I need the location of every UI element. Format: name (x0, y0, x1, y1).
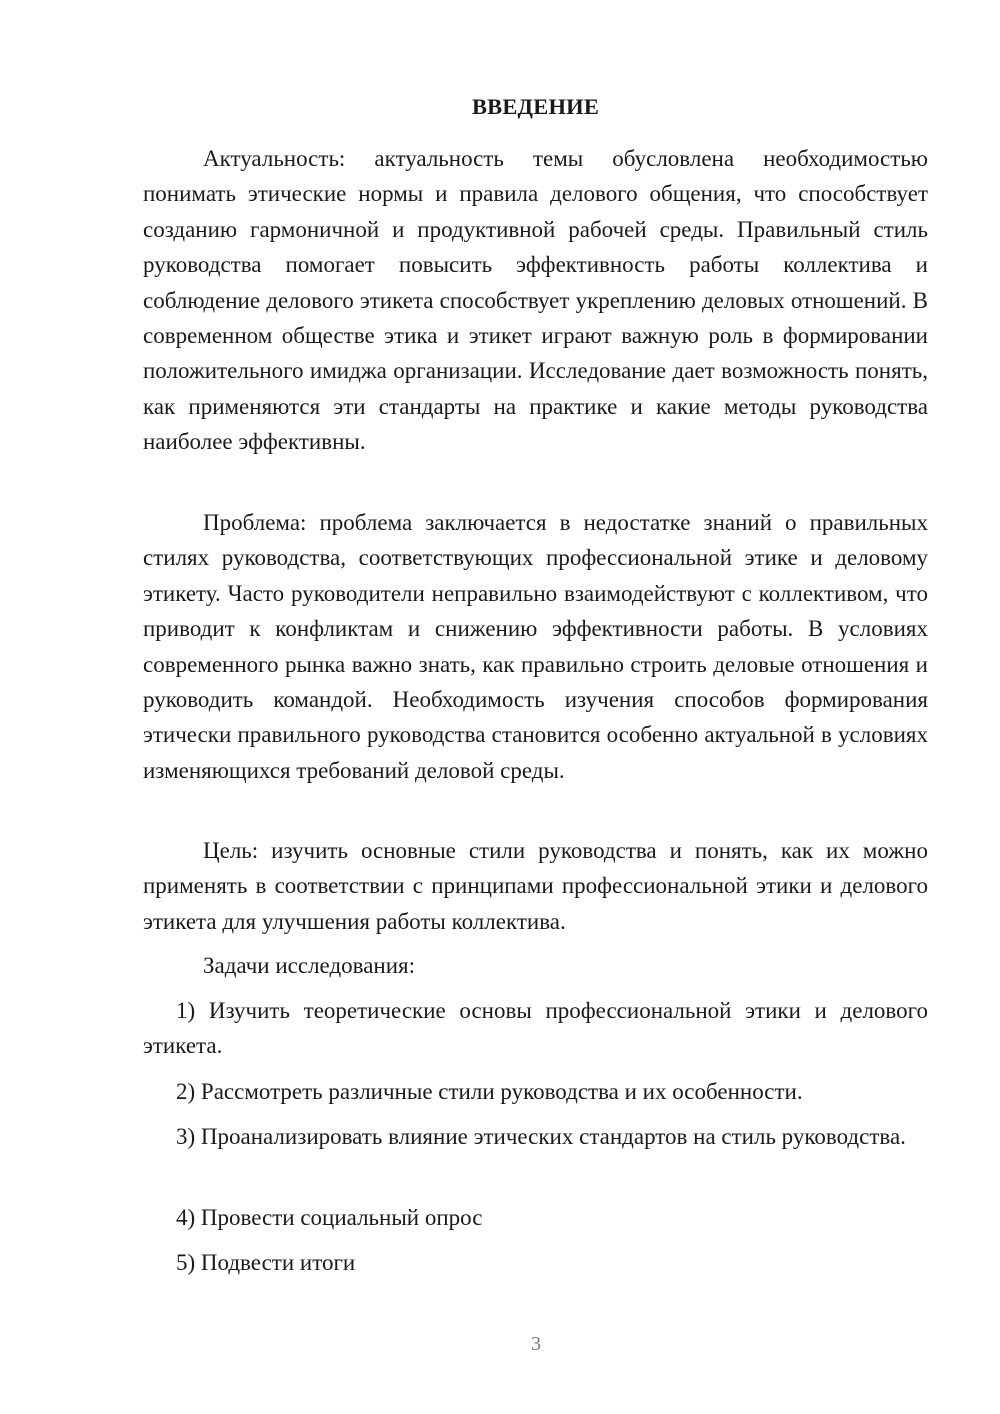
goal-paragraph: Цель: изучить основные стили руководства и понять, как их можно применять в соответствии с принципами профессиональной этики и делового этикета для улучшения работы коллектива. (143, 838, 928, 934)
task-item-2: 2) Рассмотреть различные стили руководства и их особенности. (176, 1079, 803, 1104)
relevance-paragraph: Актуальность: актуальность темы обусловлена необходимостью понимать этические нормы и правила делового общения, что способствует созданию гармоничной и продуктивной рабочей среды. Правильный стиль руководства помогает повысить эффективность работы коллектива и соблюдение делового этикета способствует укреплению деловых отношений. В современном обществе этика и этикет играют важную роль в формировании положительного имиджа организации. Исследование дает возможность понять, как применяются эти стандарты на практике и какие методы руководства наиболее эффективны. (143, 146, 928, 455)
problem-paragraph: Проблема: проблема заключается в недостатке знаний о правильных стилях руководства, соответствующих профессиональной этике и деловому этикету. Часто руководители неправильно взаимодействуют с коллективом, что приводит к конфликтам и снижению эффективности работы. В условиях современного рынка важно знать, как правильно строить деловые отношения и руководить командой. Необходимость изучения способов формирования этически правильного руководства становится особенно актуальной в условиях изменяющихся требований деловой среды. (143, 510, 928, 783)
tasks-heading: Задачи исследования: (203, 953, 416, 978)
section-heading: ВВЕДЕНИЕ (471, 94, 600, 119)
task-item-1: 1) Изучить теоретические основы профессиональной этики и делового этикета. (143, 998, 928, 1059)
task-item-5: 5) Подвести итоги (176, 1250, 356, 1275)
document-page (143, 0, 928, 1414)
page-number: 3 (531, 1333, 541, 1355)
task-item-4: 4) Провести социальный опрос (176, 1205, 483, 1230)
task-item-3: 3) Проанализировать влияние этических стандартов на стиль руководства. (176, 1124, 906, 1149)
